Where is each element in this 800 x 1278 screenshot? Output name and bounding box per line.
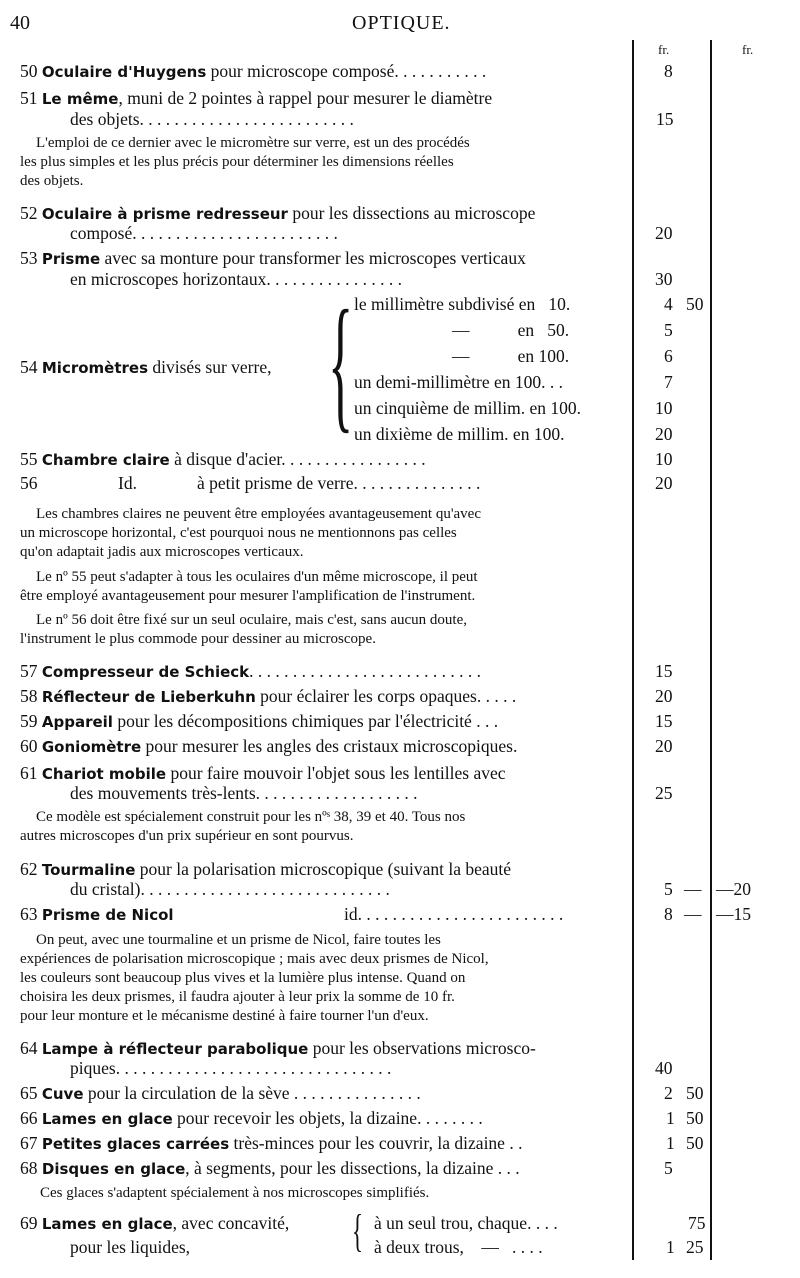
note-56-line: Le nº 56 doit être fixé sur un seul oculaire, mais c'est, sans aucun doute, (36, 612, 467, 628)
item-51-cont: des objets. . . . . . . . . . . . . . . . . . . . . . . . . (70, 109, 354, 129)
price: 15 (655, 661, 673, 681)
price: 25 (655, 783, 673, 803)
item-53 (20, 247, 526, 270)
item-name: Cuve (41, 1085, 84, 1103)
price: 10 (655, 449, 673, 469)
item-number: 68 (20, 1158, 38, 1178)
item-name: Disques en glace (41, 1160, 186, 1178)
option: à un seul trou, chaque. . . . (374, 1213, 558, 1233)
price-cents: 50 (686, 1083, 704, 1103)
column-header-fr-2: fr. (742, 42, 754, 57)
item-number: 56 (20, 473, 38, 493)
item-53-cont: en microscopes horizontaux. . . . . . . . . . . . . . . . (70, 269, 402, 289)
item-desc: à disque d'acier. . . . . . . . . . . . . . . . . (174, 449, 426, 469)
item-68 (20, 1157, 520, 1180)
micrometer-option: un dixième de millim. en 100. (354, 424, 565, 444)
item-desc: , à segments, pour les dissections, la dizaine . . . (185, 1158, 520, 1178)
note-61-line: autres microscopes d'un prix supérieur en sont pourvus. (20, 828, 354, 844)
item-name: Lampe à réflecteur parabolique (41, 1040, 309, 1058)
price: 20 (655, 424, 673, 444)
price-dash: — (684, 879, 702, 899)
price: 15 (656, 109, 674, 129)
column-header-fr-1: fr. (658, 42, 670, 57)
item-name: Lames en glace (41, 1215, 173, 1233)
item-number: 65 (20, 1083, 38, 1103)
brace: { (328, 280, 354, 446)
item-64-cont: piques. . . . . . . . . . . . . . . . . . . . . . . . . . . . . . . . (70, 1058, 392, 1078)
item-name: Le même (41, 90, 119, 108)
item-name: Petites glaces carrées (41, 1135, 230, 1153)
note-56-line: être employé avantageusement pour mesurer l'amplification de l'instrument. (20, 588, 476, 604)
note-63-line: expériences de polarisation microscopique ; mais avec deux prismes de Nicol, (20, 951, 489, 967)
price: 8 (664, 61, 673, 81)
item-desc: pour mesurer les angles des cristaux microscopiques. (145, 736, 518, 756)
note-63-line: pour leur monture et le mécanisme destiné à faire tourner l'un d'eux. (20, 1008, 429, 1024)
item-name: Réflecteur de Lieberkuhn (41, 688, 256, 706)
item-name: Lames en glace (41, 1110, 173, 1128)
item-69-cont: pour les liquides, (70, 1237, 191, 1257)
price: 40 (655, 1058, 673, 1078)
item-number: 60 (20, 736, 38, 756)
item-desc: , avec concavité, (172, 1213, 290, 1233)
note-63-line: choisira les deux prismes, il faudra ajouter à leur prix la somme de 10 fr. (20, 989, 455, 1005)
note-68: Ces glaces s'adaptent spécialement à nos microscopes simplifiés. (40, 1185, 430, 1201)
item-desc: pour les décompositions chimiques par l'électricité . . . (117, 711, 499, 731)
item-number: 62 (20, 859, 38, 879)
price: 1 (666, 1133, 675, 1153)
price-max: —20 (716, 879, 751, 899)
item-62-cont: du cristal). . . . . . . . . . . . . . . . . . . . . . . . . . . . . (70, 879, 390, 899)
note-61-line: Ce modèle est spécialement construit pour les nºˢ 38, 39 et 40. Tous nos (36, 809, 466, 825)
item-number: 66 (20, 1108, 38, 1128)
price: 20 (655, 473, 673, 493)
page-number: 40 (10, 12, 30, 34)
item-number: 64 (20, 1038, 38, 1058)
item-name: Id. (118, 473, 137, 493)
price: 5 (664, 320, 673, 340)
note-51-line: des objets. (20, 173, 84, 189)
price-cents: 50 (686, 1108, 704, 1128)
item-63 (20, 903, 174, 926)
price-cents: 25 (686, 1237, 704, 1257)
note-51-line: les plus simples et les plus précis pour déterminer les dimensions réelles (20, 154, 454, 170)
item-desc: , muni de 2 pointes à rappel pour mesurer le diamètre (118, 88, 493, 108)
price: 20 (655, 736, 673, 756)
item-number: 61 (20, 763, 38, 783)
item-desc: divisés sur verre, (152, 357, 272, 377)
item-60 (20, 735, 517, 758)
price: 30 (655, 269, 673, 289)
item-number: 51 (20, 88, 38, 108)
price: 6 (664, 346, 673, 366)
price: 2 (664, 1083, 673, 1103)
option: à deux trous, — . . . . (374, 1237, 543, 1257)
item-number: 67 (20, 1133, 38, 1153)
column-rule-left (632, 40, 634, 1260)
note-63-line: On peut, avec une tourmaline et un prisme de Nicol, faire toutes les (36, 932, 441, 948)
item-name: Goniomètre (41, 738, 142, 756)
item-desc: pour microscope composé. . . . . . . . . . . (210, 61, 487, 81)
price-cents: 50 (686, 294, 704, 314)
price-dash: — (684, 904, 702, 924)
price: 5 (664, 879, 673, 899)
item-69 (20, 1212, 289, 1235)
micrometer-option: — en 50. (452, 320, 570, 340)
item-desc: pour la circulation de la sève . . . . . . . . . . . . . . . (87, 1083, 421, 1103)
price: 7 (664, 372, 673, 392)
price: 10 (655, 398, 673, 418)
item-number: 55 (20, 449, 38, 469)
item-number: 50 (20, 61, 38, 81)
item-56 (20, 472, 38, 494)
item-desc: pour la polarisation microscopique (suivant la beauté (139, 859, 512, 879)
note-56-line: l'instrument le plus commode pour dessiner au microscope. (20, 631, 376, 647)
item-number: 69 (20, 1213, 38, 1233)
item-name: Oculaire à prisme redresseur (41, 205, 288, 223)
item-name: Prisme de Nicol (41, 906, 174, 924)
item-name: Tourmaline (41, 861, 136, 879)
item-name: Compresseur de Schieck (41, 663, 250, 681)
price: 1 (666, 1237, 675, 1257)
price: 15 (655, 711, 673, 731)
note-56-line: Le nº 55 peut s'adapter à tous les oculaires d'un même microscope, il peut (36, 569, 478, 585)
note-56-line: Les chambres claires ne peuvent être employées avantageusement qu'avec (36, 506, 481, 522)
item-name: Chambre claire (41, 451, 170, 469)
item-name: Micromètres (41, 359, 149, 377)
price: 8 (664, 904, 673, 924)
item-57 (20, 660, 481, 683)
price: 20 (655, 223, 673, 243)
item-desc: . . . . . . . . . . . . . . . . . . . . . . . . . . . (249, 661, 482, 681)
note-51-line: L'emploi de ce dernier avec le micromètre sur verre, est un des procédés (36, 135, 470, 151)
price: 1 (666, 1108, 675, 1128)
item-number: 58 (20, 686, 38, 706)
price-cents: 75 (688, 1213, 706, 1233)
item-66 (20, 1107, 483, 1130)
item-desc: avec sa monture pour transformer les microscopes verticaux (104, 248, 526, 268)
price: 4 (664, 294, 673, 314)
micrometer-option: le millimètre subdivisé en 10. (354, 294, 571, 314)
item-59 (20, 710, 498, 733)
item-name: Appareil (41, 713, 113, 731)
column-rule-right (710, 40, 712, 1260)
item-number: 52 (20, 203, 38, 223)
item-number: 54 (20, 357, 38, 377)
item-desc: très-minces pour les couvrir, la dizaine . . (233, 1133, 523, 1153)
price-cents: 50 (686, 1133, 704, 1153)
item-desc: à petit prisme de verre. . . . . . . . . . . . . . . (197, 473, 481, 493)
item-name: Prisme (41, 250, 101, 268)
micrometer-option: un cinquième de millim. en 100. (354, 398, 581, 418)
item-name: Chariot mobile (41, 765, 167, 783)
item-desc: pour recevoir les objets, la dizaine. . . . . . . . (177, 1108, 483, 1128)
micrometer-option: un demi-millimètre en 100. . . (354, 372, 563, 392)
item-desc: pour les dissections au microscope (292, 203, 536, 223)
item-67 (20, 1132, 522, 1155)
note-56-line: qu'on adaptait jadis aux microscopes verticaux. (20, 544, 304, 560)
price: 5 (664, 1158, 673, 1178)
item-51 (20, 87, 492, 110)
micrometer-option: — en 100. (452, 346, 570, 366)
item-65 (20, 1082, 421, 1105)
item-desc: pour faire mouvoir l'objet sous les lentilles avec (170, 763, 506, 783)
note-56-line: un microscope horizontal, c'est pourquoi nous ne mentionnons pas celles (20, 525, 457, 541)
item-61-cont: des mouvements très-lents. . . . . . . . . . . . . . . . . . . (70, 783, 418, 803)
item-number: 59 (20, 711, 38, 731)
item-number: 53 (20, 248, 38, 268)
note-63-line: les couleurs sont beaucoup plus vives et la lumière plus intense. Quand on (20, 970, 466, 986)
item-50 (20, 60, 486, 83)
item-desc: pour les observations microsco- (312, 1038, 536, 1058)
item-desc: id. . . . . . . . . . . . . . . . . . . . . . . . (344, 904, 564, 924)
page-title: OPTIQUE. (352, 12, 451, 34)
price-max: —15 (716, 904, 751, 924)
brace: { (352, 1205, 364, 1256)
item-name: Oculaire d'Huygens (41, 63, 207, 81)
item-58 (20, 685, 516, 708)
item-number: 63 (20, 904, 38, 924)
item-desc: pour éclairer les corps opaques. . . . . (260, 686, 517, 706)
item-number: 57 (20, 661, 38, 681)
item-55 (20, 448, 426, 471)
price: 20 (655, 686, 673, 706)
item-52-cont: composé. . . . . . . . . . . . . . . . . . . . . . . . (70, 223, 338, 243)
item-54 (20, 356, 271, 379)
